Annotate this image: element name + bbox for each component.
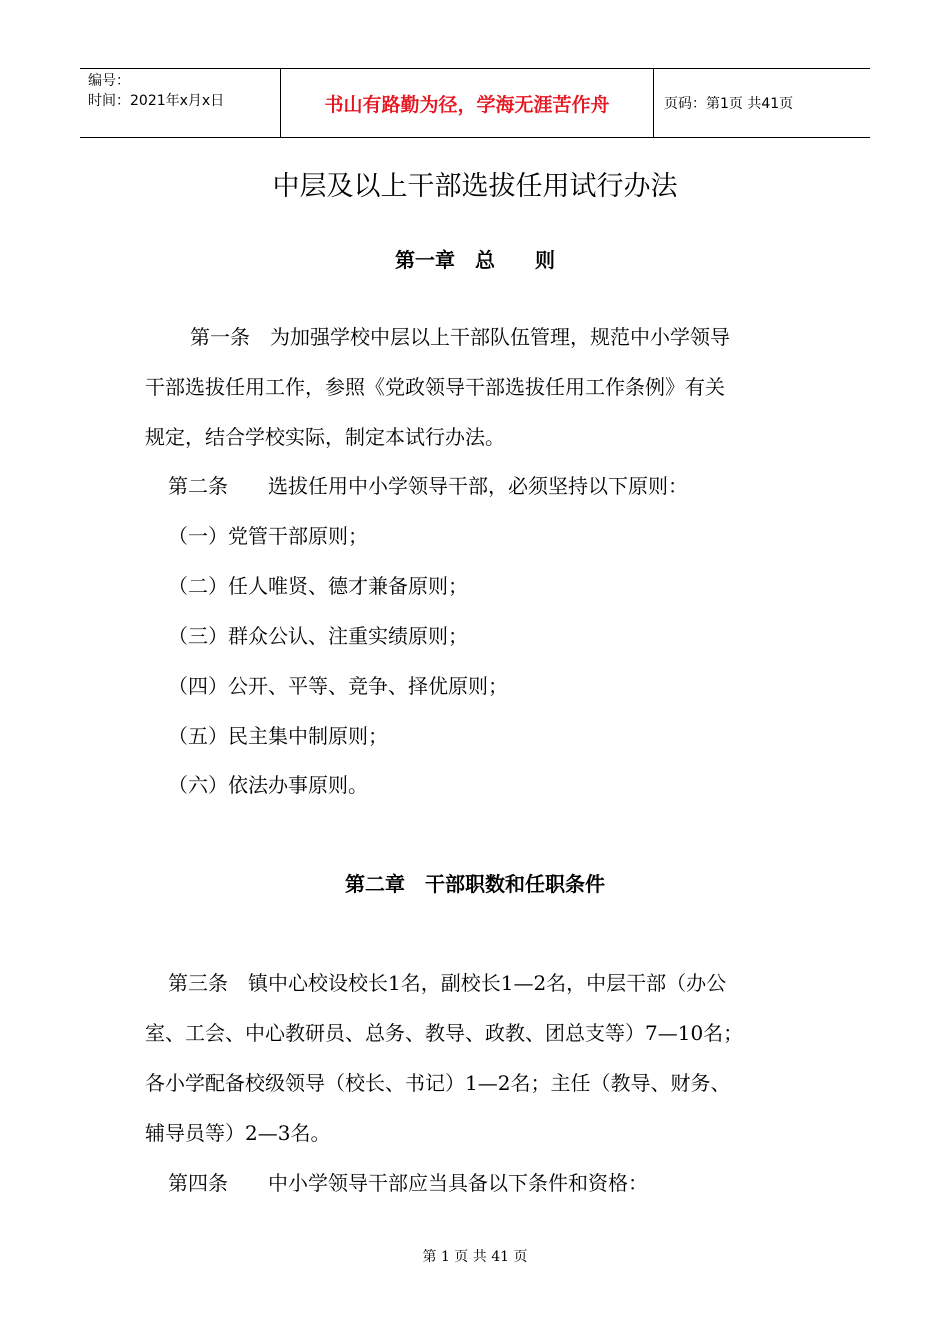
page-footer: 第 1 页 共 41 页 <box>422 1249 528 1265</box>
document-time: 时间：2021年x月x日 <box>88 93 225 109</box>
article-1-line-3: 规定，结合学校实际，制定本试行办法。 <box>145 425 505 449</box>
chapter-2-heading: 第二章 干部职数和任职条件 <box>345 872 605 896</box>
article-3-line-4: 辅导员等）2—3名。 <box>145 1121 331 1145</box>
article-2-intro: 第二条 选拔任用中小学领导干部，必须坚持以下原则： <box>168 474 688 498</box>
principle-item: （五）民主集中制原则； <box>168 724 388 748</box>
header-page-cell <box>654 69 870 137</box>
document-number-label: 编号： <box>88 73 130 89</box>
header-table <box>80 68 870 138</box>
header-motto-cell <box>281 69 654 137</box>
header-motto: 书山有路勤为径，学海无涯苦作舟 <box>324 93 610 116</box>
principle-item: （六）依法办事原则。 <box>168 773 368 797</box>
article-3-line-2: 室、工会、中心教研员、总务、教导、政教、团总支等）7—10名； <box>145 1021 744 1045</box>
header-meta-cell <box>80 69 281 137</box>
header-page-info: 页码：第1页 共41页 <box>664 96 794 112</box>
chapter-1-heading: 第一章 总 则 <box>395 248 555 272</box>
principle-item: （二）任人唯贤、德才兼备原则； <box>168 574 468 598</box>
article-3-line-1: 第三条 镇中心校设校长1名，副校长1—2名，中层干部（办公 <box>168 971 727 995</box>
document-title: 中层及以上干部选拔任用试行办法 <box>272 171 678 202</box>
article-3-line-3: 各小学配备校级领导（校长、书记）1—2名；主任（教导、财务、 <box>145 1071 731 1095</box>
article-4-intro: 第四条 中小学领导干部应当具备以下条件和资格： <box>168 1171 648 1195</box>
principle-item: （四）公开、平等、竞争、择优原则； <box>168 674 508 698</box>
principle-item: （一）党管干部原则； <box>168 524 368 548</box>
article-1-line-1: 第一条 为加强学校中层以上干部队伍管理，规范中小学领导 <box>190 325 730 349</box>
article-1-line-2: 干部选拔任用工作，参照《党政领导干部选拔任用工作条例》有关 <box>145 375 725 399</box>
principle-item: （三）群众公认、注重实绩原则； <box>168 624 468 648</box>
